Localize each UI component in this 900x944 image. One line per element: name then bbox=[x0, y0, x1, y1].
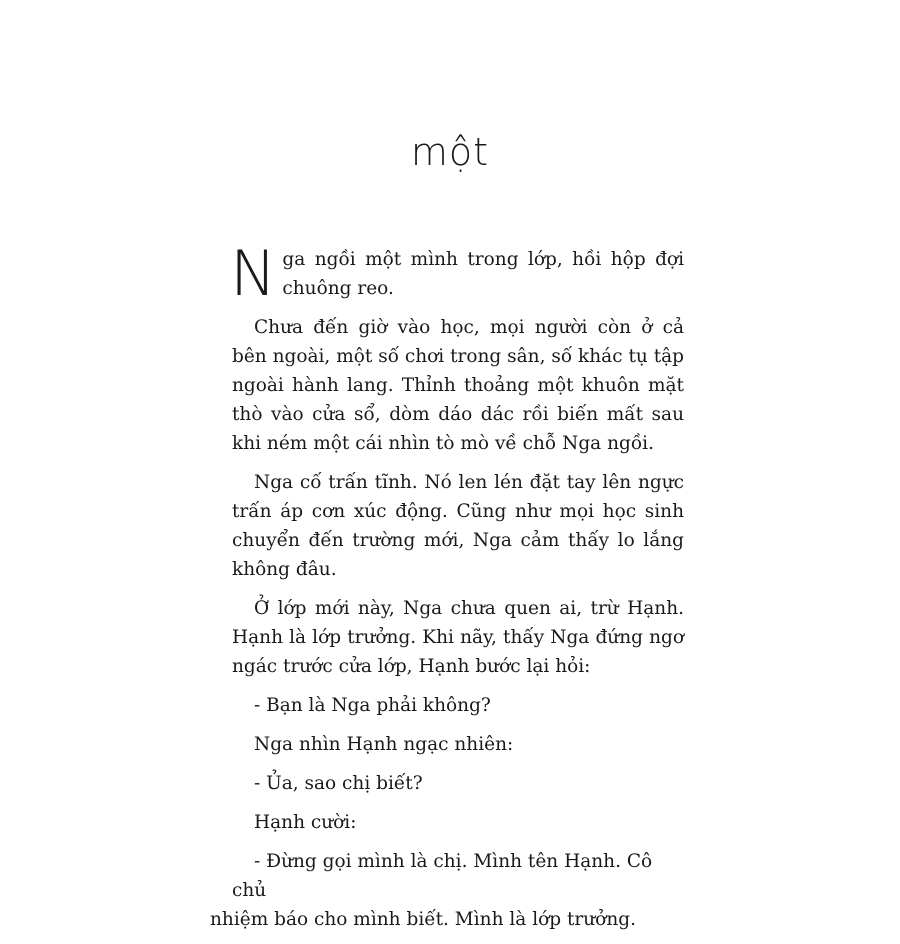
paragraph-1 bbox=[230, 237, 684, 310]
chapter-body bbox=[210, 237, 684, 944]
paragraph-4: Ở lớp mới này, Nga chưa quen ai, trừ Hạnh. Hạnh là lớp trưởng. Khi nãy, thấy Nga đứng ngơ ngác trước cửa lớp, Hạnh bước lại hỏi: bbox=[232, 598, 684, 677]
dialogue-3-line-2: nhiệm báo cho mình biết. Mình là lớp trưởng. bbox=[210, 909, 636, 930]
paragraph-6: Hạnh cười: bbox=[254, 812, 357, 833]
drop-cap: N bbox=[230, 237, 277, 310]
paragraph-3: Nga cố trấn tĩnh. Nó len lén đặt tay lên ngực trấn áp cơn xúc động. Cũng như mọi học sinh chuyển đến trường mới, Nga cảm thấy lo lắng không đâu. bbox=[232, 472, 684, 580]
chapter-title: một bbox=[410, 130, 490, 174]
paragraph-2: Chưa đến giờ vào học, mọi người còn ở cả bên ngoài, một số chơi trong sân, số khác tụ tập ngoài hành lang. Thỉnh thoảng một khuôn mặt thò vào cửa sổ, dòm dáo dác rồi biến mất sau khi ném một cái nhìn tò mò về chỗ Nga ngồi. bbox=[232, 317, 684, 454]
paragraph-5: Nga nhìn Hạnh ngạc nhiên: bbox=[254, 734, 514, 755]
dialogue-3 bbox=[210, 847, 684, 934]
dialogue-3-line-1: - Đừng gọi mình là chị. Mình tên Hạnh. Cô chủ bbox=[232, 851, 653, 901]
dialogue-2: - Ủa, sao chị biết? bbox=[254, 773, 423, 794]
dialogue-1: - Bạn là Nga phải không? bbox=[254, 695, 491, 716]
paragraph-1-text: ga ngồi một mình trong lớp, hồi hộp đợi chuông reo. bbox=[282, 249, 684, 299]
